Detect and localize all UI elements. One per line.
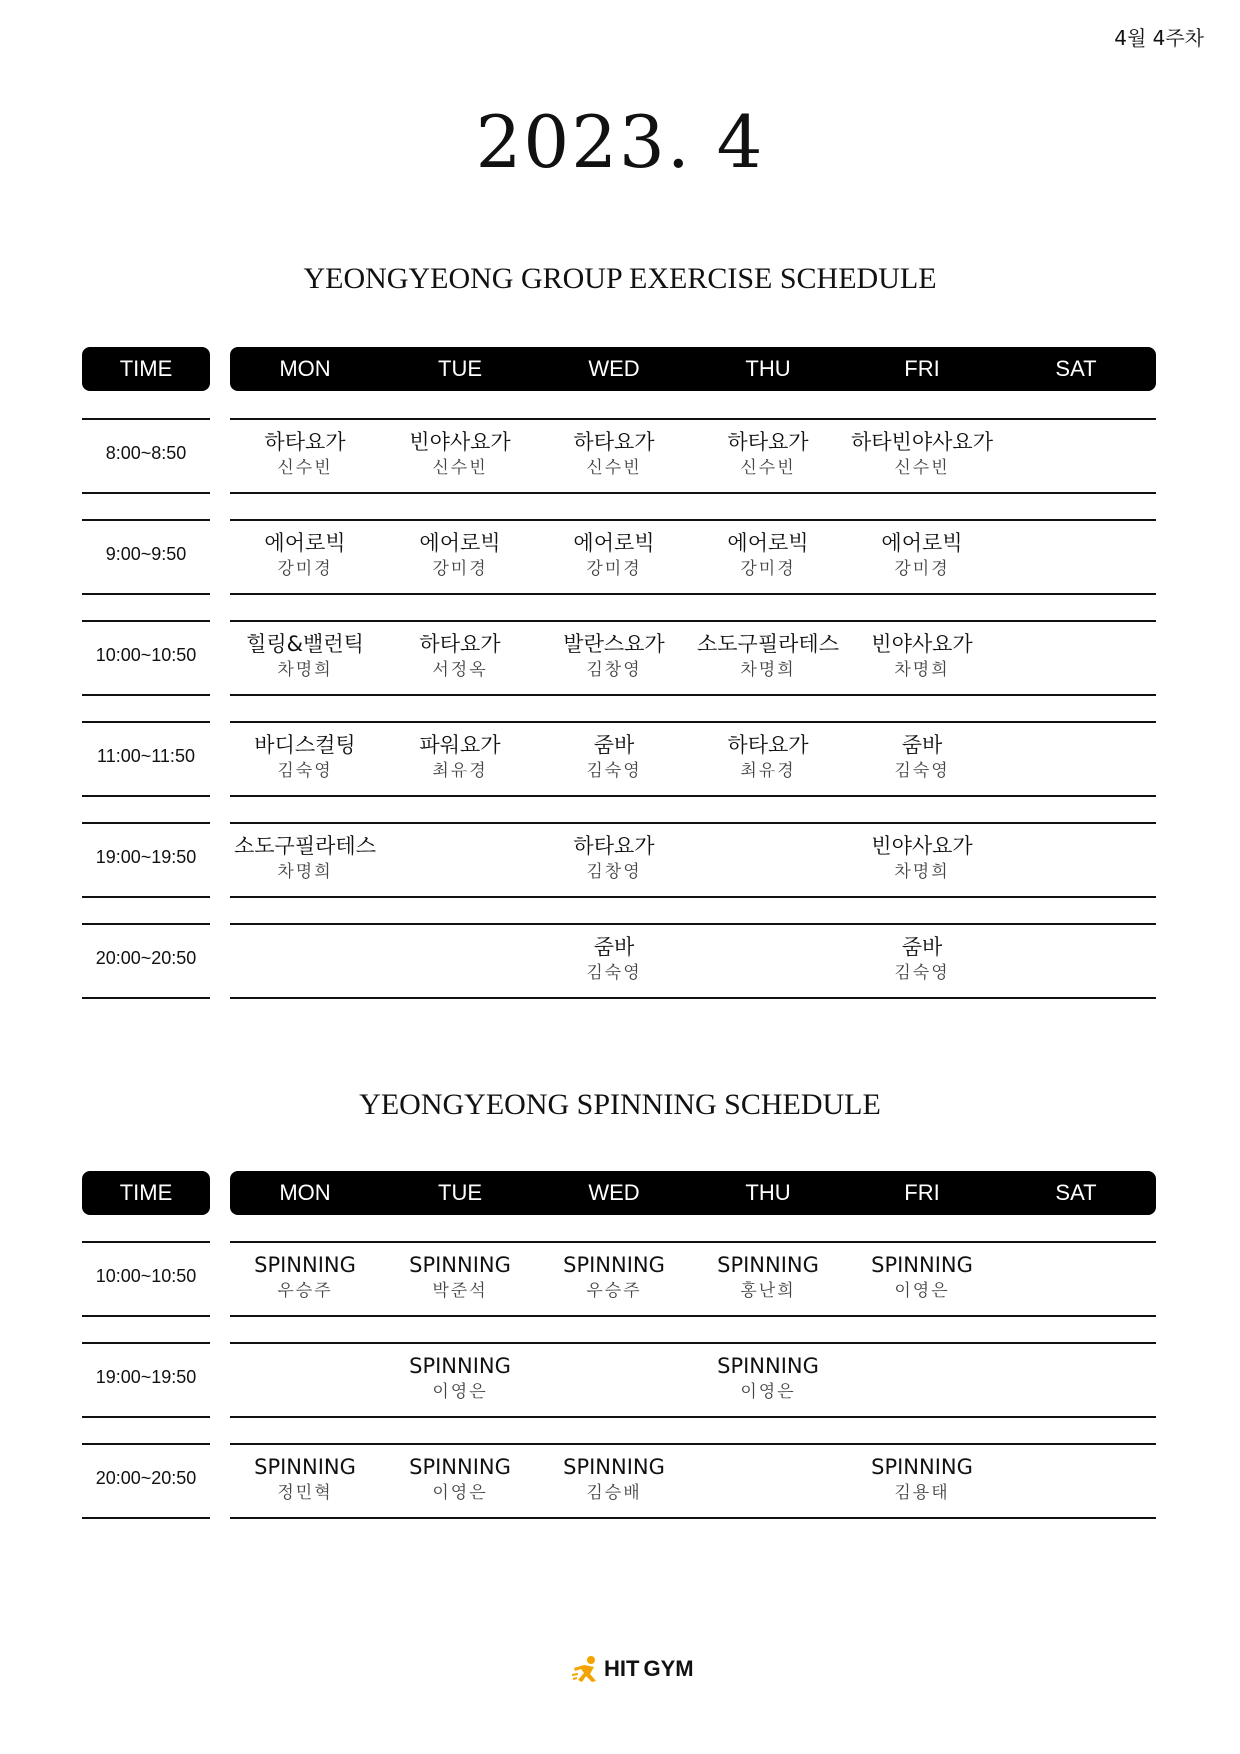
class-name: 하타요가: [264, 430, 346, 454]
instructor-name: 김창영: [586, 660, 642, 680]
day-header-mon: MON: [279, 356, 331, 381]
time-header-pill: TIME: [82, 1171, 210, 1215]
row-divider: [82, 1315, 210, 1317]
row-divider: [82, 492, 210, 494]
instructor-name: 이영은: [432, 1382, 488, 1402]
class-name: 빈야사요가: [409, 430, 511, 454]
class-cell: [534, 428, 694, 480]
class-cell: [534, 1453, 694, 1505]
class-name: 하타요가: [727, 430, 809, 454]
time-slot-label: 19:00~19:50: [95, 1367, 197, 1387]
row-divider: [82, 519, 210, 521]
instructor-name: 홍난희: [740, 1281, 796, 1301]
instructor-name: 강미경: [894, 559, 950, 579]
instructor-name: 최유경: [740, 761, 796, 781]
day-header-wed: WED: [588, 356, 640, 381]
instructor-name: 차명희: [894, 862, 950, 882]
class-cell: [534, 529, 694, 581]
instructor-name: 김창영: [586, 862, 642, 882]
row-divider: [230, 1443, 1156, 1445]
class-cell: [842, 428, 1002, 480]
row-divider: [82, 822, 210, 824]
class-cell: [225, 428, 385, 480]
class-name: 하타빈야사요가: [850, 430, 993, 454]
row-divider: [230, 519, 1156, 521]
instructor-name: 신수빈: [432, 458, 488, 478]
instructor-name: 정민혁: [277, 1483, 333, 1503]
instructor-name: 차명희: [277, 660, 333, 680]
class-cell: [842, 832, 1002, 884]
class-name: 하타요가: [727, 733, 809, 757]
class-name: SPINNING: [409, 1354, 511, 1378]
instructor-name: 김숙영: [586, 963, 642, 983]
time-slot-label: 10:00~10:50: [95, 645, 197, 665]
class-name: SPINNING: [254, 1253, 356, 1277]
class-cell: [380, 630, 540, 682]
class-cell: [688, 731, 848, 783]
instructor-name: 박준석: [432, 1281, 488, 1301]
class-name: 에어로빅: [264, 531, 346, 555]
time-header-pill: TIME: [82, 347, 210, 391]
class-name: 빈야사요가: [871, 632, 973, 656]
instructor-name: 김숙영: [277, 761, 333, 781]
class-name: 줌바: [593, 733, 635, 757]
day-header-thu: THU: [745, 1180, 791, 1205]
class-cell: [380, 1251, 540, 1303]
time-slot-label: 19:00~19:50: [95, 847, 197, 867]
class-cell: [688, 630, 848, 682]
instructor-name: 이영은: [740, 1382, 796, 1402]
day-header-tue: TUE: [438, 1180, 482, 1205]
day-header-tue: TUE: [438, 356, 482, 381]
row-divider: [230, 822, 1156, 824]
logo-gym: GYM: [643, 1656, 694, 1681]
instructor-name: 강미경: [740, 559, 796, 579]
instructor-name: 이영은: [432, 1483, 488, 1503]
week-label: 4월 4주차: [1114, 26, 1204, 50]
class-name: SPINNING: [563, 1253, 665, 1277]
instructor-name: 이영은: [894, 1281, 950, 1301]
row-divider: [82, 1416, 210, 1418]
day-header-fri: FRI: [904, 1180, 940, 1205]
class-cell: [688, 1251, 848, 1303]
class-name: 파워요가: [419, 733, 501, 757]
instructor-name: 차명희: [740, 660, 796, 680]
class-name: 에어로빅: [881, 531, 963, 555]
class-cell: [380, 428, 540, 480]
day-header-sat: SAT: [1055, 1180, 1097, 1205]
class-cell: [225, 832, 385, 884]
class-cell: [225, 630, 385, 682]
class-cell: [380, 731, 540, 783]
runner-icon: [572, 1655, 602, 1683]
class-name: SPINNING: [871, 1455, 973, 1479]
day-header-fri: FRI: [904, 356, 940, 381]
day-header-pill: [230, 1171, 1156, 1215]
class-cell: [842, 630, 1002, 682]
instructor-name: 김승배: [586, 1483, 642, 1503]
class-cell: [225, 529, 385, 581]
class-cell: [380, 1453, 540, 1505]
day-header-mon: MON: [279, 1180, 331, 1205]
hitgym-logo: [572, 1655, 694, 1683]
class-cell: [534, 933, 694, 985]
class-name: 소도구필라테스: [696, 632, 839, 656]
instructor-name: 신수빈: [740, 458, 796, 478]
row-divider: [82, 795, 210, 797]
class-cell: [842, 1251, 1002, 1303]
row-divider: [82, 923, 210, 925]
class-name: 빈야사요가: [871, 834, 973, 858]
class-name: SPINNING: [717, 1354, 819, 1378]
instructor-name: 신수빈: [894, 458, 950, 478]
class-cell: [225, 731, 385, 783]
time-slot-label: 9:00~9:50: [105, 544, 187, 564]
class-name: SPINNING: [409, 1455, 511, 1479]
class-name: 에어로빅: [419, 531, 501, 555]
class-cell: [534, 731, 694, 783]
class-name: 발란스요가: [563, 632, 665, 656]
class-name: 줌바: [901, 733, 943, 757]
row-divider: [230, 923, 1156, 925]
class-name: 에어로빅: [573, 531, 655, 555]
class-cell: [688, 1352, 848, 1404]
class-name: 하타요가: [419, 632, 501, 656]
row-divider: [82, 593, 210, 595]
instructor-name: 강미경: [586, 559, 642, 579]
row-divider: [82, 418, 210, 420]
class-name: 바디스컬팅: [254, 733, 356, 757]
class-cell: [688, 428, 848, 480]
instructor-name: 차명희: [894, 660, 950, 680]
row-divider: [82, 721, 210, 723]
row-divider: [82, 1443, 210, 1445]
spinning-schedule-title: YEONGYEONG SPINNING SCHEDULE: [359, 1088, 881, 1121]
row-divider: [230, 1517, 1156, 1519]
row-divider: [230, 997, 1156, 999]
time-slot-label: 10:00~10:50: [95, 1266, 197, 1286]
instructor-name: 신수빈: [277, 458, 333, 478]
class-name: SPINNING: [717, 1253, 819, 1277]
row-divider: [230, 418, 1156, 420]
instructor-name: 김숙영: [586, 761, 642, 781]
class-cell: [688, 529, 848, 581]
time-slot-label: 8:00~8:50: [105, 443, 187, 463]
row-divider: [82, 896, 210, 898]
class-cell: [842, 731, 1002, 783]
row-divider: [82, 1342, 210, 1344]
row-divider: [230, 721, 1156, 723]
class-cell: [380, 1352, 540, 1404]
instructor-name: 최유경: [432, 761, 488, 781]
instructor-name: 신수빈: [586, 458, 642, 478]
class-cell: [225, 1453, 385, 1505]
class-name: 힐링&밸런틱: [246, 632, 364, 656]
time-slot-label: 11:00~11:50: [97, 746, 195, 766]
instructor-name: 우승주: [277, 1281, 333, 1301]
time-slot-label: 20:00~20:50: [95, 1468, 197, 1488]
class-cell: [380, 529, 540, 581]
class-cell: [842, 529, 1002, 581]
class-cell: [534, 630, 694, 682]
class-name: SPINNING: [563, 1455, 665, 1479]
day-header-pill: [230, 347, 1156, 391]
instructor-name: 강미경: [432, 559, 488, 579]
class-cell: [842, 933, 1002, 985]
instructor-name: 김숙영: [894, 761, 950, 781]
day-header-sat: SAT: [1055, 356, 1097, 381]
row-divider: [230, 620, 1156, 622]
instructor-name: 서정옥: [432, 660, 488, 680]
class-name: 하타요가: [573, 430, 655, 454]
class-name: SPINNING: [409, 1253, 511, 1277]
row-divider: [82, 1517, 210, 1519]
class-name: 소도구필라테스: [233, 834, 376, 858]
class-name: 줌바: [593, 935, 635, 959]
time-slot-label: 20:00~20:50: [95, 948, 197, 968]
day-header-thu: THU: [745, 356, 791, 381]
class-cell: [842, 1453, 1002, 1505]
row-divider: [230, 593, 1156, 595]
class-cell: [534, 832, 694, 884]
instructor-name: 김숙영: [894, 963, 950, 983]
class-cell: [225, 1251, 385, 1303]
instructor-name: 우승주: [586, 1281, 642, 1301]
class-name: 에어로빅: [727, 531, 809, 555]
class-name: 하타요가: [573, 834, 655, 858]
row-divider: [230, 1342, 1156, 1344]
day-header-wed: WED: [588, 1180, 640, 1205]
row-divider: [230, 896, 1156, 898]
class-name: 줌바: [901, 935, 943, 959]
row-divider: [230, 1416, 1156, 1418]
row-divider: [82, 620, 210, 622]
logo-hit: HIT: [604, 1656, 640, 1681]
row-divider: [82, 694, 210, 696]
row-divider: [230, 1315, 1156, 1317]
month-title: 2023. 4: [475, 100, 765, 184]
row-divider: [230, 795, 1156, 797]
row-divider: [230, 694, 1156, 696]
group-schedule-title: YEONGYEONG GROUP EXERCISE SCHEDULE: [303, 262, 937, 295]
instructor-name: 강미경: [277, 559, 333, 579]
row-divider: [230, 1241, 1156, 1243]
row-divider: [82, 1241, 210, 1243]
class-cell: [534, 1251, 694, 1303]
instructor-name: 김용태: [894, 1483, 950, 1503]
class-name: SPINNING: [254, 1455, 356, 1479]
row-divider: [230, 492, 1156, 494]
row-divider: [82, 997, 210, 999]
instructor-name: 차명희: [277, 862, 333, 882]
class-name: SPINNING: [871, 1253, 973, 1277]
